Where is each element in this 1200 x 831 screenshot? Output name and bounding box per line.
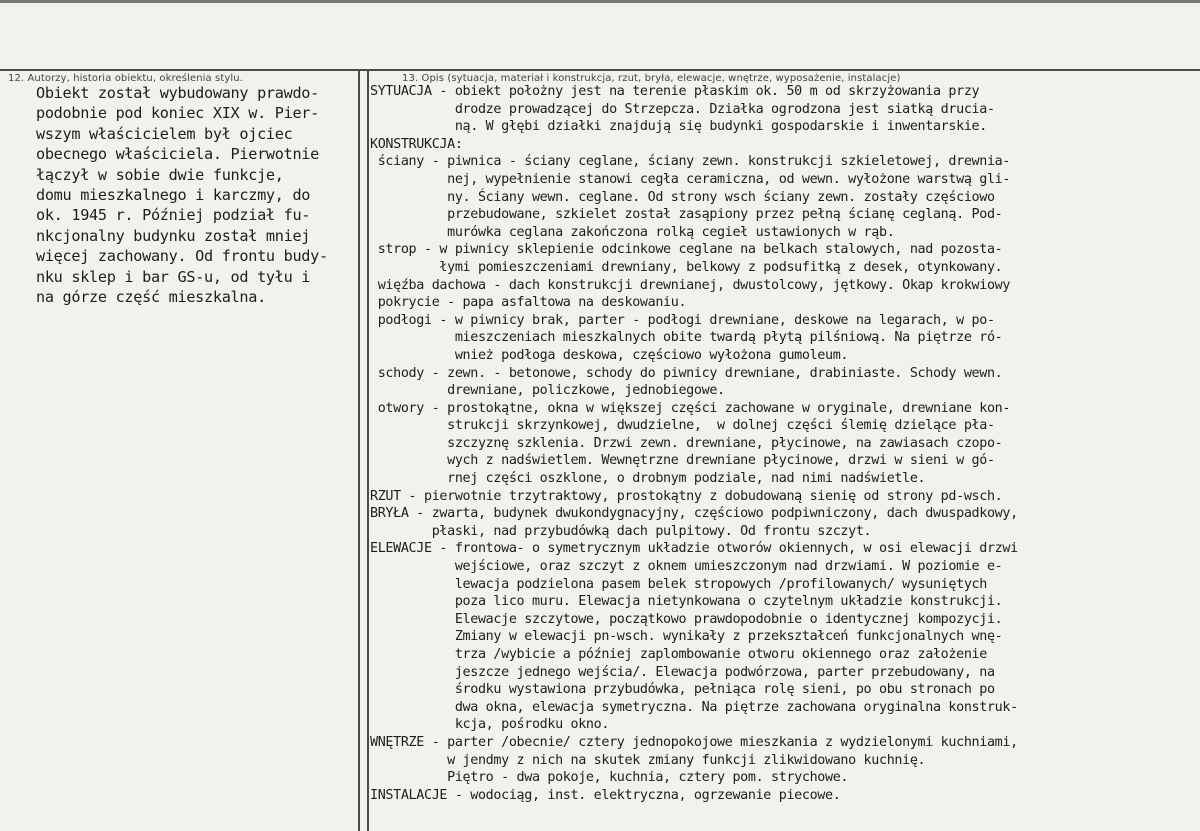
description-line: przebudowane, szkielet został zasąpiony przez pełną ścianę ceglaną. Pod- — [370, 207, 1003, 223]
description-line: strop - w piwnicy sklepienie odcinkowe ceglane na belkach stalowych, nad pozosta- — [370, 242, 1003, 258]
description-line: Elewacje szczytowe, początkowo prawdopodobnie o identycznej kompozycji. — [370, 611, 1003, 627]
history-line: łączył w sobie dwie funkcje, — [36, 165, 284, 184]
description-line: INSTALACJE - wodociąg, inst. elektryczna, ogrzewanie piecowe. — [370, 787, 841, 803]
description-line: murówka ceglana zakończona rolką cegieł ustawionych w rąb. — [370, 224, 895, 240]
description-line: KONSTRUKCJA: — [370, 136, 463, 152]
section-13-header: 13. Opis (sytuacja, materiał i konstrukcja, rzut, bryła, elewacje, wnętrze, wyposażenie, instalacje) — [402, 73, 901, 84]
description-line: wejściowe, oraz szczyt z oknem umieszczonym nad drzwiami. W poziomie e- — [370, 559, 1003, 575]
description-line: pokrycie - papa asfaltowa na deskowaniu. — [370, 295, 687, 311]
description-line: kcja, pośrodku okno. — [370, 717, 610, 733]
section-12-header: 12. Autorzy, historia obiektu, określenia stylu. — [8, 73, 243, 84]
description-line: Piętro - dwa pokoje, kuchnia, cztery pom. strychowe. — [370, 770, 849, 786]
description-line: schody - zewn. - betonowe, schody do piwnicy drewniane, drabiniaste. Schody wewn. — [370, 365, 1003, 381]
history-line: wszym właścicielem był ojciec — [36, 124, 293, 143]
description-line: ną. W głębi działki znajdują się budynki gospodarskie i inwentarskie. — [370, 119, 987, 135]
history-line: ok. 1945 r. Później podział fu- — [36, 206, 311, 225]
history-line: Obiekt został wybudowany prawdo- — [36, 84, 319, 102]
description-line: strukcji skrzynkowej, dwudzielne, w dolnej części ślemię dzielące pła- — [370, 418, 995, 434]
description-line: wych z nadświetlem. Wewnętrzne drewniane płycinowe, drzwi w sieni w gó- — [370, 453, 995, 469]
description-line: RZUT - pierwotnie trzytraktowy, prostokątny z dobudowaną sienię od strony pd-wsch. — [370, 488, 1003, 504]
description-line: WNĘTRZE - parter /obecnie/ cztery jednopokojowe mieszkania z wydzielonymi kuchniami, — [370, 734, 1018, 750]
history-line: więcej zachowany. Od frontu budy- — [36, 247, 328, 266]
description-line: szczyznę szklenia. Drzwi zewn. drewniane, płycinowe, na zawiasach czopo- — [370, 435, 1003, 451]
description-line: trza /wybicie a później zaplombowanie otworu okiennego oraz założenie — [370, 647, 987, 662]
description-line: wnież podłoga deskowa, częściowo wyłożona gumoleum. — [370, 347, 849, 363]
description-line: więźba dachowa - dach konstrukcji drewnianej, dwustolcowy, jętkowy. Okap krokwiowy — [370, 277, 1011, 293]
column-divider-right — [367, 71, 369, 831]
description-line: dwa okna, elewacja symetryczna. Na piętrze zachowana oryginalna konstruk- — [370, 699, 1018, 715]
header-divider — [0, 69, 1200, 71]
description-line: rnej części oszklone, o drobnym podziale, nad nimi nadświetle. — [370, 471, 926, 487]
history-line: nku sklep i bar GS-u, od tyłu i — [36, 267, 311, 286]
history-line: podobnie pod koniec XIX w. Pier- — [36, 104, 319, 123]
description-line: płaski, nad przybudówką dach pulpitowy. Od frontu szczyt. — [370, 523, 872, 539]
description-line: nej, wypełnienie stanowi cegła ceramiczna, od wewn. wyłożone warstwą gli- — [370, 171, 1011, 187]
description-line: lewacja podzielona pasem belek stropowych /profilowanych/ wysuniętych — [370, 576, 987, 592]
description-line: środku wystawiona przybudówka, pełniąca rolę sieni, po obu stronach po — [370, 682, 995, 698]
description-text — [370, 83, 1198, 804]
description-line: drodze prowadzącej do Strzepcza. Działka ogrodzona jest siatką drucia- — [370, 101, 995, 117]
description-line: drewniane, policzkowe, jednobiegowe. — [370, 383, 725, 399]
description-line: otwory - prostokątne, okna w większej części zachowane w oryginale, drewniane kon- — [370, 400, 1011, 416]
description-line: w jendmy z nich na skutek zmiany funkcji zlikwidowano kuchnię. — [370, 752, 926, 768]
description-line: Zmiany w elewacji pn-wsch. wynikały z przekształceń funkcjonalnych wnę- — [370, 629, 1003, 645]
history-text — [36, 83, 356, 307]
description-line: ściany - piwnica - ściany ceglane, ściany zewn. konstrukcji szkieletowej, drewnia- — [370, 154, 1011, 170]
column-divider-left — [358, 71, 360, 831]
history-line: domu mieszkalnego i karczmy, do — [36, 185, 311, 204]
description-line: jeszcze jednego wejścia/. Elewacja podwórzowa, parter przebudowany, na — [370, 664, 995, 680]
history-line: obecnego właściciela. Pierwotnie — [36, 145, 319, 164]
description-line: ny. Ściany wewn. ceglane. Od strony wsch ściany zewn. zostały częściowo — [370, 189, 995, 205]
history-line: na górze część mieszkalna. — [36, 287, 266, 306]
description-line: BRYŁA - zwarta, budynek dwukondygnacyjny, częściowo podpiwniczony, dach dwuspadkowy, — [370, 506, 1018, 522]
description-line: łymi pomieszczeniami drewniany, belkowy z podsufitką z desek, otynkowany. — [370, 259, 1003, 275]
description-line: ELEWACJE - frontowa- o symetrycznym układzie otworów okiennych, w osi elewacji drzwi — [370, 541, 1018, 557]
description-line: poza lico muru. Elewacja nietynkowana o czytelnym układzie konstrukcji. — [370, 594, 1003, 610]
description-line: SYTUACJA - obiekt położny jest na terenie płaskim ok. 50 m od skrzyżowania przy — [370, 84, 980, 99]
history-line: nkcjonalny budynku został mniej — [36, 226, 311, 245]
description-line: podłogi - w piwnicy brak, parter - podłogi drewniane, deskowe na legarach, w po- — [370, 312, 995, 328]
description-line: mieszczeniach mieszkalnych obite twardą płytą pilśniową. Na piętrze ró- — [370, 330, 1003, 346]
